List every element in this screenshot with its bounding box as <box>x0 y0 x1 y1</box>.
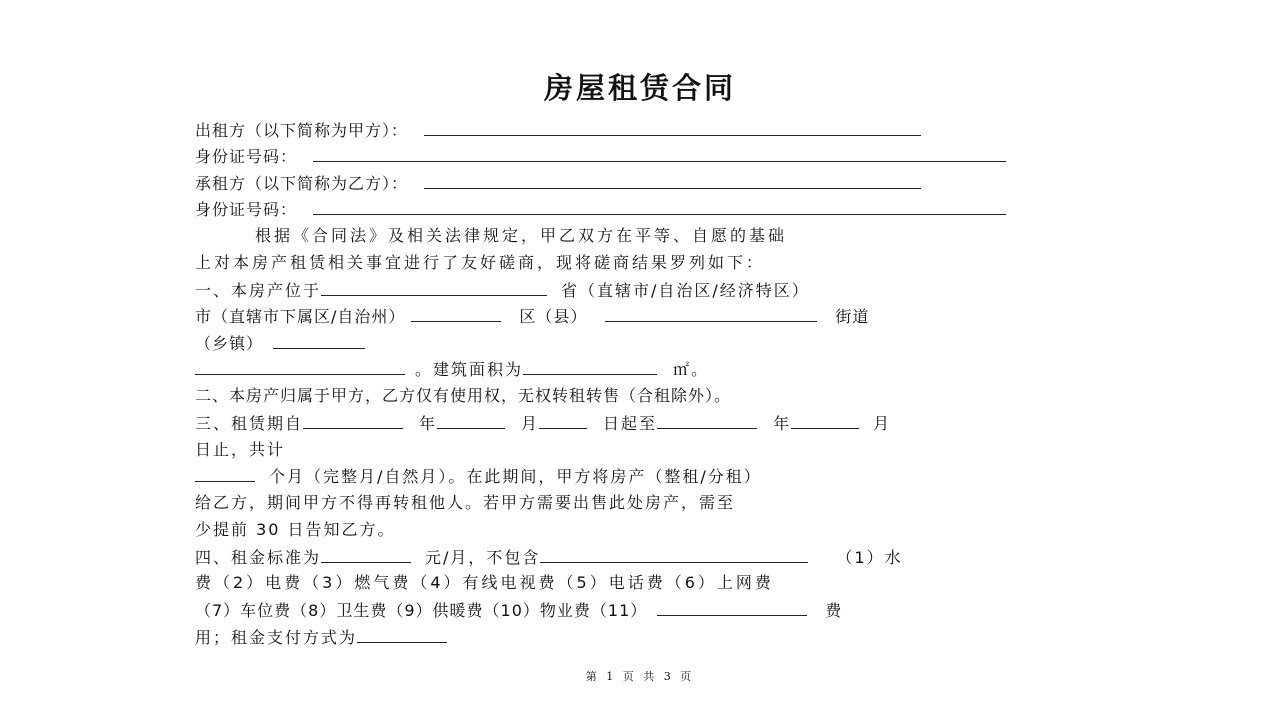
fee-list-text: 费（2）电费（3）燃气费（4）有线电视费（5）电话费（6）上网费 <box>195 573 774 592</box>
lessee-id-blank[interactable] <box>313 199 1006 215</box>
intro-text-1: 根据《合同法》及相关法律规定，甲乙双方在平等、自愿的基础 <box>255 226 788 245</box>
section-4-line-2 <box>195 573 1085 593</box>
start-day-blank[interactable] <box>539 413 587 429</box>
start-day-label: 日起至 <box>603 414 658 433</box>
sublet-text: 给乙方，期间甲方不得再转租他人。若甲方需要出售此处房产，需至 <box>195 493 736 512</box>
term-label: 三、租赁期自 <box>195 414 304 433</box>
end-month-blank[interactable] <box>791 413 859 429</box>
end-month-label: 月 <box>873 414 892 433</box>
start-month-blank[interactable] <box>437 413 505 429</box>
city-label: 市（直辖市下属区/自治州） <box>195 307 406 326</box>
fee-list-text-2: （7）车位费（8）卫生费（9）供暖费（10）物业费（11） <box>195 601 648 620</box>
township-blank[interactable] <box>273 333 365 349</box>
section-4-line-1 <box>195 547 1085 568</box>
start-year-blank[interactable] <box>303 413 403 429</box>
section-3-line-5 <box>195 520 1085 540</box>
other-fee-blank[interactable] <box>657 600 807 616</box>
excluded-label: 元/月，不包含 <box>425 548 541 567</box>
intro-line-1 <box>195 226 1085 246</box>
start-month-label: 月 <box>521 414 540 433</box>
section-3-line-3 <box>195 466 1085 487</box>
rent-label: 四、租金标准为 <box>195 548 322 567</box>
section-2-text: 二、本房产归属于甲方，乙方仅有使用权，无权转租转售（合租除外）。 <box>195 386 732 405</box>
location-blank[interactable] <box>321 280 547 296</box>
intro-text-2: 上对本房产租赁相关事宜进行了友好磋商，现将磋商结果罗列如下： <box>195 253 766 272</box>
page-number: 第 1 页 共 3 页 <box>585 670 695 683</box>
lessor-id-label: 身份证号码： <box>195 147 298 166</box>
section-1-line-2 <box>195 306 1085 327</box>
lessee-label: 承租方（以下简称为乙方）： <box>195 174 409 193</box>
payment-method-blank[interactable] <box>357 627 447 643</box>
section-1-line-3 <box>195 333 1085 354</box>
rent-blank[interactable] <box>321 547 411 563</box>
section-2-line <box>195 386 1085 406</box>
end-year-blank[interactable] <box>657 413 757 429</box>
start-year-label: 年 <box>419 414 438 433</box>
excluded-blank[interactable] <box>540 547 808 563</box>
notice-text: 少提前 30 日告知乙方。 <box>195 520 396 539</box>
location-label: 一、本房产位于 <box>195 281 322 300</box>
section-3-line-4 <box>195 493 1085 513</box>
lessor-id-blank[interactable] <box>313 146 1006 162</box>
lessor-line <box>195 120 1085 141</box>
street-label: 街道 <box>835 307 870 326</box>
district-blank[interactable] <box>605 306 817 322</box>
city-blank[interactable] <box>411 306 501 322</box>
intro-line-2 <box>195 253 1085 273</box>
province-label: 省（直辖市/自治区/经济特区） <box>561 281 810 300</box>
district-label: 区（县） <box>519 307 588 326</box>
fee-suffix: 费 <box>825 601 843 620</box>
months-text: 个月（完整月/自然月）。在此期间，甲方将房产（整租/分租） <box>269 467 762 486</box>
lessee-id-label: 身份证号码： <box>195 200 298 219</box>
section-1-line-1 <box>195 280 1085 301</box>
page-title: 房屋租赁合同 <box>543 71 736 105</box>
lessee-blank[interactable] <box>424 173 921 189</box>
lessee-id-line <box>195 199 1085 220</box>
section-3-line-1 <box>195 413 1085 434</box>
section-3-line-2 <box>195 440 1085 460</box>
section-1-line-4 <box>195 359 1085 380</box>
end-year-label: 年 <box>773 414 792 433</box>
section-4-line-4 <box>195 627 1085 648</box>
water-fee-label: （1）水 <box>836 548 903 567</box>
lessor-blank[interactable] <box>424 120 921 136</box>
area-label: 。建筑面积为 <box>415 360 524 379</box>
lessee-line <box>195 173 1085 194</box>
lessor-id-line <box>195 146 1085 167</box>
total-label: 日止，共计 <box>195 440 286 459</box>
section-4-line-3 <box>195 600 1085 621</box>
address-blank[interactable] <box>195 359 405 375</box>
area-blank[interactable] <box>523 359 657 375</box>
township-label: （乡镇） <box>195 334 264 353</box>
payment-method-label: 用；租金支付方式为 <box>195 628 358 647</box>
lessor-label: 出租方（以下简称为甲方）： <box>195 121 409 140</box>
months-blank[interactable] <box>195 466 255 482</box>
area-unit: ㎡。 <box>673 360 710 379</box>
